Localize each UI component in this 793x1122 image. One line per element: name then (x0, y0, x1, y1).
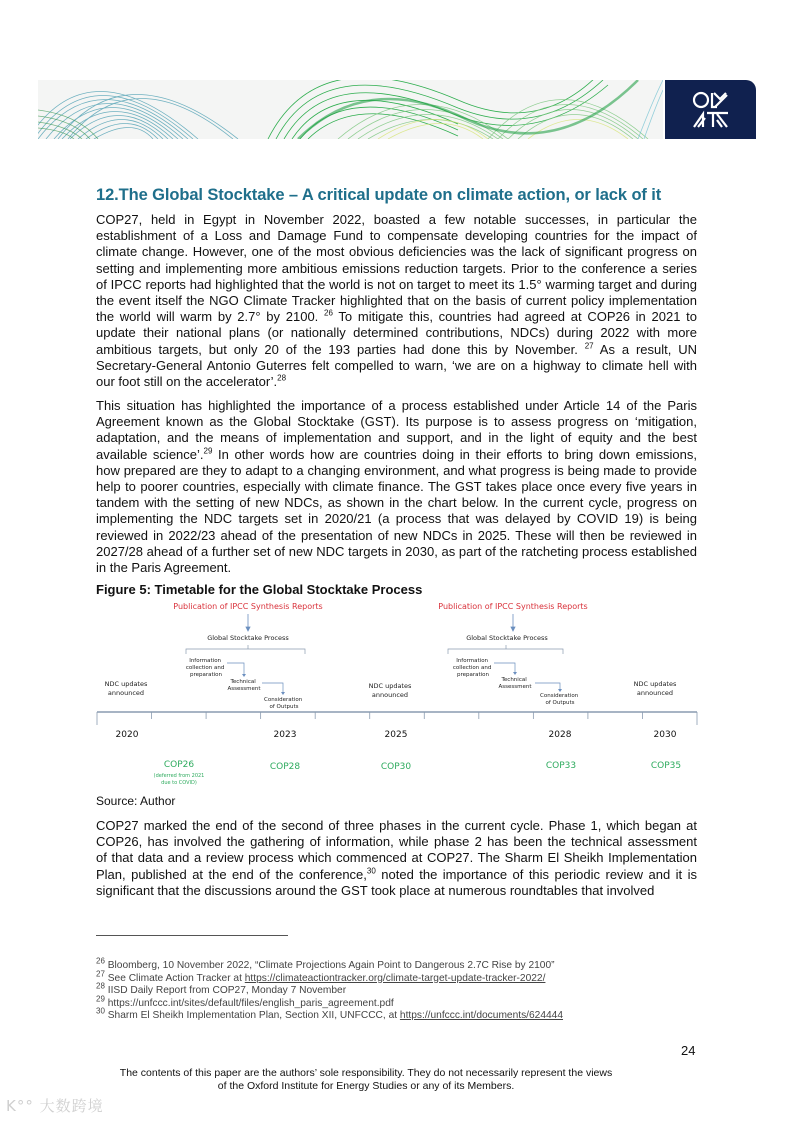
step1-line1: Information (189, 658, 222, 664)
text-line: reviewed in 2022/23 ahead of the presentation of new NDCs in 2025. These will then be reviewed in (96, 527, 697, 543)
footnote-item: $^{27}$ See Climate Action Tracker at https://climateactiontracker.org/climate-target-update-tracker-2022/ (96, 969, 546, 984)
footnote-number: 28 (96, 981, 105, 991)
text-line: update their national plans (or nationally determined contributions, NDCs) during 2022 with more (96, 325, 697, 341)
ndc-label-2030: NDC updates announced (633, 680, 677, 697)
cop30-label: COP30 (380, 762, 412, 772)
step2-line1: Technical (501, 677, 527, 683)
figure-title: Figure 5: Timetable for the Global Stocktake Process (96, 582, 423, 597)
text-line: the world will warm by 2.7° by 2100. $^{26}$ To mitigate this, countries had agreed at COP26 in 2021 to (96, 308, 697, 325)
footnote-item: $^{30}$ Sharm El Sheikh Implementation Plan, Section XII, UNFCCC, at https://unfccc.int/documents/624444 (96, 1006, 564, 1021)
footnote-ref[interactable]: 29 (203, 446, 213, 456)
step3-line1: Consideration (264, 697, 303, 703)
text-line: of IPCC reports had highlighted that the world is not on target to meet its 1.5° warming target and during (96, 276, 697, 292)
wave-graphic (38, 80, 663, 139)
gst-steps-2 (453, 658, 580, 706)
step2-line2: Assessment (498, 684, 532, 690)
step1-line2: collection and (185, 665, 225, 671)
year-2028: 2028 (548, 730, 572, 740)
year-2030: 2030 (653, 730, 677, 740)
text-line: of that data and a review process which commenced at COP27. The Sharm El Sheikh Implementation (96, 850, 697, 866)
step1-line1: Information (456, 658, 489, 664)
logo-icon (691, 90, 731, 130)
gst-label-1: Global Stocktake Process (207, 634, 289, 642)
footnote-item: $^{26}$ Bloomberg, 10 November 2022, “Climate Projections Again Point to Dangerous 2.7C Rise by 2100” (96, 956, 555, 971)
text-line: COP27, held in Egypt in November 2022, boasted a few notable successes, in particular the (96, 212, 697, 227)
text-line: This situation has highlighted the importance of a process established under Article 14 of the Paris (96, 398, 697, 413)
text-line: COP26, has involved the gathering of information, while phase 2 has been the technical assessment (96, 834, 697, 850)
text-line: available science’.$^{29}$ In other words how are countries doing in their efforts to bring down emissions, (96, 446, 697, 462)
section-heading (96, 186, 661, 205)
section-number: 12. (96, 186, 119, 204)
step3-line1: Consideration (540, 693, 579, 699)
paragraph-3 (96, 818, 697, 899)
text-line: Secretary-General Antonio Guterres felt compelled to warn, ‘we are on a highway to climate hell with (96, 357, 697, 373)
text-line: help to poorer countries, especially with climate finance. The GST takes place once every five years in (96, 479, 697, 495)
svg-text:Consideration of Outputs (264, 697, 304, 710)
disclaimer (96, 1067, 636, 1092)
svg-text:Technical Assessment (228, 679, 262, 692)
text-line: in the Paris Agreement. (96, 560, 232, 576)
cop35-label: COP35 (650, 761, 682, 771)
wave-lines (38, 80, 663, 139)
footnote-link[interactable]: https://unfccc.int/documents/624444 (399, 1010, 564, 1021)
text-line: establishment of a Loss and Damage Fund to compensate developing countries for the impact of (96, 228, 697, 244)
watermark: K°° 大数跨境 (6, 1097, 104, 1115)
footnote-link[interactable]: https://climateactiontracker.org/climate-target-update-tracker-2022/ (244, 972, 546, 984)
header-banner (38, 80, 756, 139)
text-line: our foot still on the accelerator’.$^{28}$ (96, 373, 287, 390)
gst-steps-1 (186, 658, 304, 710)
footnote-ref[interactable]: 26 (324, 308, 333, 318)
step2-line1: Technical (230, 679, 256, 685)
footnote-ref[interactable]: 27 (584, 341, 594, 351)
disclaimer-line-2: of the Oxford Institute for Energy Studies or any of its Members. (217, 1079, 515, 1092)
text-line: ambitious targets, but only 20 of the 193 parties had done this by November. $^{27}$ As a result, UN (96, 341, 697, 357)
section-title: The Global Stocktake – A critical update on climate action, or lack of it (118, 186, 662, 204)
step1-line3: preparation (456, 672, 490, 678)
ipcc-label-2: Publication of IPCC Synthesis Reports (438, 602, 588, 611)
year-2025: 2025 (384, 730, 408, 740)
ndc-label-2020: NDC updates announced (104, 680, 148, 697)
step1-line3: preparation (189, 672, 223, 678)
cop26-label: COP26 (163, 760, 195, 770)
text-line: tandem with the setting of new NDCs, as shown in the chart below. In the current cycle, progress on (96, 495, 697, 511)
svg-text:Technical Assessment (499, 677, 533, 690)
ipcc-label-1: Publication of IPCC Synthesis Reports (173, 602, 323, 611)
step2-line2: Assessment (227, 686, 261, 692)
gst-timeline-figure (90, 597, 705, 797)
gst-label-2: Global Stocktake Process (466, 634, 548, 642)
text-line: the event itself the NGO Climate Tracker highlighted that on the basis of current policy implementation (96, 293, 697, 309)
gst-bracket-1 (186, 645, 305, 654)
oies-logo (665, 80, 756, 139)
text-line: how prepared are they to adapt to a changing environment, and what progress is being made to provide (96, 462, 697, 478)
footnote-ref[interactable]: 30 (366, 866, 376, 876)
text-line: Agreement known as the Global Stocktake (GST). Its purpose is to assess progress on ‘mitigation, (96, 414, 697, 430)
footnote-divider (96, 935, 288, 936)
svg-text:Information collection a (453, 658, 493, 678)
ndc-label-2025: NDC updates announced (368, 682, 412, 699)
timeline-axis (97, 712, 697, 725)
footnote-number: 27 (96, 969, 105, 979)
cop26-note: (deferred from 2021 due to COVID) (153, 773, 205, 786)
disclaimer-line-1: The contents of this paper are the authors’ sole responsibility. They do not necessarily represent the views (119, 1067, 613, 1079)
text-line: significant that the discussions around the GST took place at numerous roundtables that involved (96, 882, 655, 898)
figure-source: Source: Author (96, 794, 176, 808)
text-line: implementing the NDC targets set in 2020/21 (a process that was delayed by COVID 19) is being (96, 511, 697, 527)
step1-line2: collection and (452, 665, 492, 671)
svg-text:Consideration of Outputs (540, 693, 580, 706)
paragraph-2 (96, 398, 697, 576)
page-number: 24 (681, 1043, 696, 1058)
footnote-item: $^{29}$ https://unfccc.int/sites/default/files/english_paris_agreement.pdf (96, 994, 394, 1009)
step3-line2: of Outputs (269, 704, 299, 710)
gst-bracket-2 (448, 645, 563, 654)
footnotes (96, 956, 564, 1023)
svg-text:Information collection a (186, 658, 226, 678)
paragraph-1 (96, 212, 697, 390)
cop33-label: COP33 (545, 761, 577, 771)
footnote-item: $^{28}$ IISD Daily Report from COP27, Monday 7 November (96, 981, 347, 996)
step3-line2: of Outputs (545, 700, 575, 706)
footnote-number: 29 (96, 994, 105, 1004)
footnote-number: 30 (96, 1006, 105, 1016)
text-line: adaptation, and the means of implementation and support, and in the light of equity and the best (96, 430, 697, 446)
text-line: climate change. However, one of the most obvious deficiencies was the lack of significant progress on (96, 244, 697, 260)
text-line: Plan, published at the end of the conference,$^{30}$ noted the importance of this periodic review and it is (96, 866, 697, 882)
text-line: COP27 marked the end of the second of three phases in the current cycle. Phase 1, which began at (96, 818, 697, 833)
footnote-ref[interactable]: 28 (277, 373, 287, 383)
cop28-label: COP28 (269, 762, 301, 772)
text-line: setting and implementing more ambitious emissions reduction targets. Prior to the conference a series (96, 260, 697, 276)
text-line: 2027/28 ahead of a further set of new NDC targets in 2030, as part of the ratcheting process established (96, 543, 697, 559)
year-2020: 2020 (115, 730, 139, 740)
footnote-number: 26 (96, 956, 105, 966)
year-2023: 2023 (273, 730, 297, 740)
